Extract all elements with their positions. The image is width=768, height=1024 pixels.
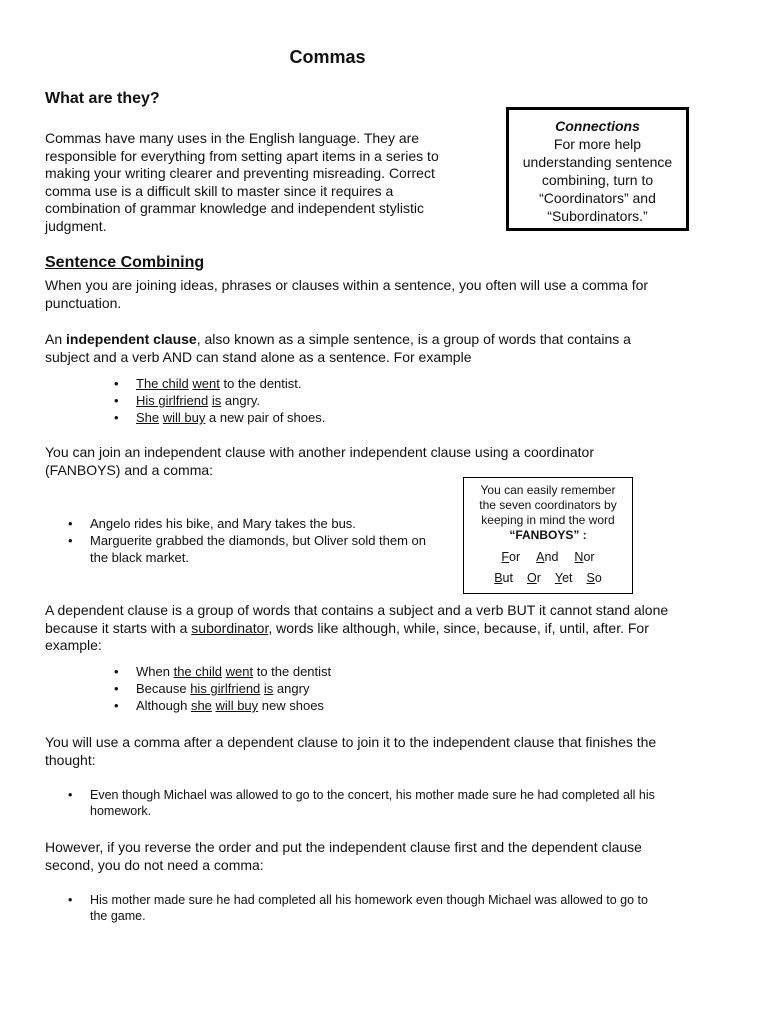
text-line: combination of grammar knowledge and independent stylistic [45,200,424,216]
coordinator-word: But [494,571,513,585]
coordinator-word: So [586,571,602,585]
page-title: Commas [289,47,366,67]
section-heading-combining: Sentence Combining [45,254,205,271]
text-line: combining, turn to [541,172,654,188]
section-heading-what: What are they? [45,90,160,107]
coordinator-word: Or [526,571,541,585]
dependent-examples [136,663,331,714]
text-line: keeping in mind the word [481,513,615,527]
list-item: • Angelo rides his bike, and Mary takes the bus. [90,515,460,532]
text-line: comma use is a difficult skill to master since it requires a [45,182,394,199]
text-span: homework. [90,804,152,818]
list-item [136,409,325,426]
connections-box [506,107,689,231]
text-span: a new pair of shoes. [205,410,326,425]
list-item [90,532,460,566]
text-line: subject and a verb AND can stand alone as a sentence. For example [45,348,472,365]
subject: she [190,698,212,713]
coordinator-word: And [536,550,559,564]
subject: The child [136,376,189,391]
text-span: Even though Michael was allowed to go to the concert, his mother made sure he had completed all his [90,788,655,802]
verb: is [263,681,274,696]
connections-heading: Connections [555,118,640,134]
list-item [136,663,331,680]
text-line: “Subordinators.” [547,208,648,224]
text-span: When [136,664,174,679]
fanboys-box [463,477,633,594]
fanboys-row-1 [464,550,632,565]
reverse-order-example [90,892,730,924]
list-item [90,787,730,819]
comma-after-paragraph [45,734,656,769]
subject: She [136,410,160,425]
text-span: Although [136,698,191,713]
join-paragraph [45,444,594,479]
text-span: His mother made sure he had completed all his homework even though Michael was allowed to go to [90,893,648,907]
text-span: , words like although, while, since, because, if, until, after. For [268,619,649,636]
text-line: You will use a comma after a dependent clause to join it to the independent clause that finishes the [45,734,657,750]
text-span: Because [136,681,191,696]
text-span: the game. [90,909,146,923]
text-line: judgment. [45,217,107,234]
text-line: the seven coordinators by [479,498,617,512]
coordinator-word: For [501,550,521,564]
text-span: , also known as a simple sentence, is a group of words that contains a [196,331,631,347]
text-line: (FANBOYS) and a comma: [45,461,214,478]
text-line: understanding sentence [522,154,673,170]
text-span: to the dentist. [219,376,302,391]
text-line: thought: [45,751,96,768]
text-line: “Coordinators” and [539,190,656,206]
verb: will buy [215,698,259,713]
text-line: A dependent clause is a group of words that contains a subject and a verb BUT it cannot stand alone [45,602,669,618]
text-line: making your writing clearer and preventing misreading. Correct [45,165,435,181]
text-span: to the dentist [253,664,332,679]
list-item [136,375,325,392]
verb: is [211,393,222,408]
reverse-order-paragraph [45,839,642,874]
list-item [90,892,730,924]
subject: the child [173,664,222,679]
text-span: angry [273,681,310,696]
list-item [136,697,331,714]
text-span: Marguerite grabbed the diamonds, but Oliver sold them on [90,533,427,548]
subject: his girlfriend [190,681,261,696]
text-line: punctuation. [45,294,122,311]
independent-clause-definition [45,331,631,366]
subject: His girlfriend [136,393,209,408]
text-line: example: [45,637,102,653]
comma-after-example [90,787,730,819]
verb: went [225,664,254,679]
text-span: angry. [221,393,261,408]
verb: went [192,376,220,391]
text-line: second, you do not need a comma: [45,856,264,873]
text-line [45,620,668,638]
text-span: because it starts with a [45,619,192,636]
text-line: You can join an independent clause with another independent clause using a coordinator [45,444,595,460]
text-line: You can easily remember [480,483,616,497]
independent-examples [136,375,325,426]
text-span: the black market. [90,550,189,565]
list-item [136,392,325,409]
text-span: new shoes [258,698,324,713]
term-subordinator: subordinator [191,619,269,636]
text-line: When you are joining ideas, phrases or clauses within a sentence, you often will use a comma for [45,277,649,293]
coordinator-word: Yet [554,571,573,585]
text-line: responsible for everything from setting apart items in a series to [45,147,439,164]
verb: will buy [162,410,206,425]
coordinator-examples [90,515,460,566]
coordinator-word: Nor [574,550,595,564]
fanboys-word: “FANBOYS” : [509,528,587,542]
term-independent-clause: independent clause [66,331,197,347]
text-line: Commas have many uses in the English language. They are [45,130,420,146]
intro-paragraph [45,130,439,235]
text-line: For more help [553,136,642,152]
list-item [136,680,331,697]
text-span: An [45,331,67,347]
text-line [45,331,631,349]
text-line: However, if you reverse the order and put the independent clause first and the dependent clause [45,839,642,855]
dependent-clause-definition [45,602,668,655]
combining-intro [45,277,648,312]
fanboys-row-2 [464,571,632,586]
